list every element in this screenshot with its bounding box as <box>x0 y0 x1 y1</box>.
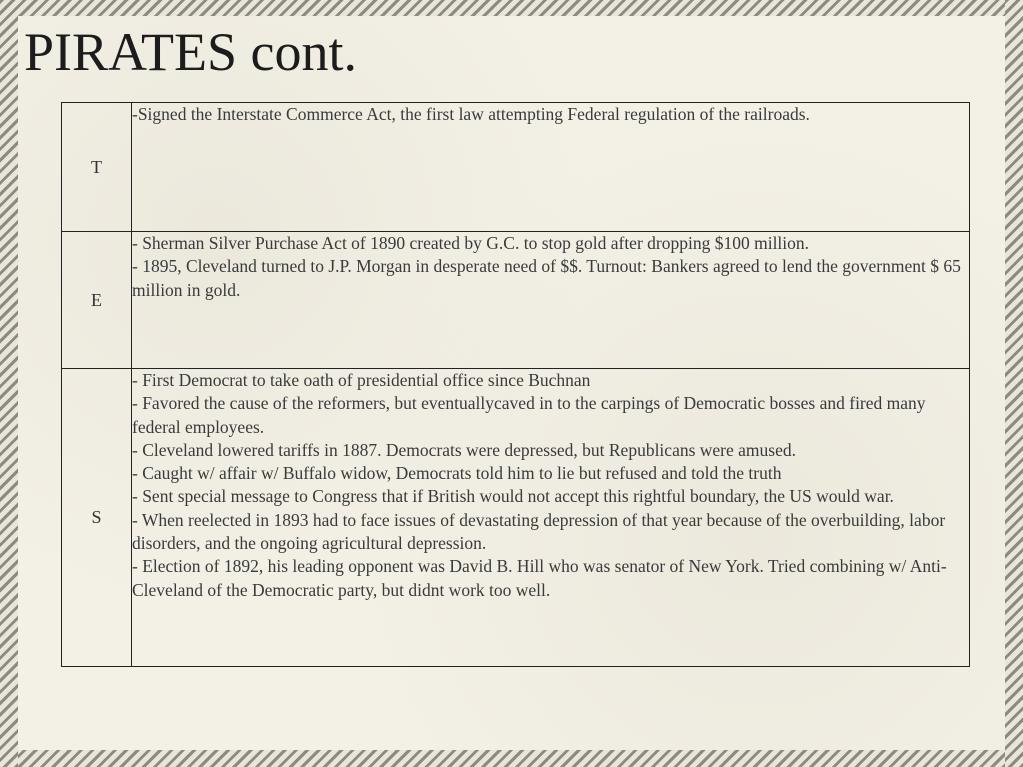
row-letter: E <box>62 232 132 369</box>
slide-title: PIRATES cont. <box>24 22 358 82</box>
row-letter: S <box>62 369 132 667</box>
row-content <box>132 103 970 232</box>
content-line: -Signed the Interstate Commerce Act, the first law attempting Federal regulation of the railroads. <box>132 104 810 124</box>
content-line: - Caught w/ affair w/ Buffalo widow, Democrats told him to lie but refused and told the truth <box>132 463 782 484</box>
table-row-s <box>62 369 970 667</box>
content-line: - Sherman Silver Purchase Act of 1890 created by G.C. to stop gold after dropping $100 million. <box>132 233 810 253</box>
content-line: - Election of 1892, his leading opponent was David B. Hill who was senator of New York. Tried combining w/ Anti-Cleveland of the Democratic party, but didnt work too well. <box>132 556 947 600</box>
row-content <box>132 369 970 667</box>
table-row-e <box>62 232 970 369</box>
content-line: - Cleveland lowered tariffs in 1887. Democrats were depressed, but Republicans were amused. <box>132 439 796 460</box>
frame-border-top <box>0 0 1023 16</box>
content-line: - 1895, Cleveland turned to J.P. Morgan in desperate need of $$. Turnout: Bankers agreed to lend the government $ 65 million in gold. <box>132 256 961 300</box>
row-letter: T <box>62 103 132 232</box>
table-row-t <box>62 103 970 232</box>
content-line: - Favored the cause of the reformers, but eventuallycaved in to the carpings of Democratic bosses and fired many federal employees. <box>132 393 926 437</box>
row-content <box>132 232 970 369</box>
frame-border-right <box>1005 0 1023 767</box>
content-line: - When reelected in 1893 had to face issues of devastating depression of that year because of the overbuilding, labor disorders, and the ongoing agricultural depression. <box>132 509 946 554</box>
content-line: - First Democrat to take oath of presidential office since Buchnan <box>132 370 591 390</box>
frame-border-bottom <box>0 750 1023 767</box>
frame-border-left <box>0 0 18 767</box>
content-line: - Sent special message to Congress that if British would not accept this rightful boundary, the US would war. <box>132 486 894 507</box>
pirates-table <box>61 102 970 667</box>
